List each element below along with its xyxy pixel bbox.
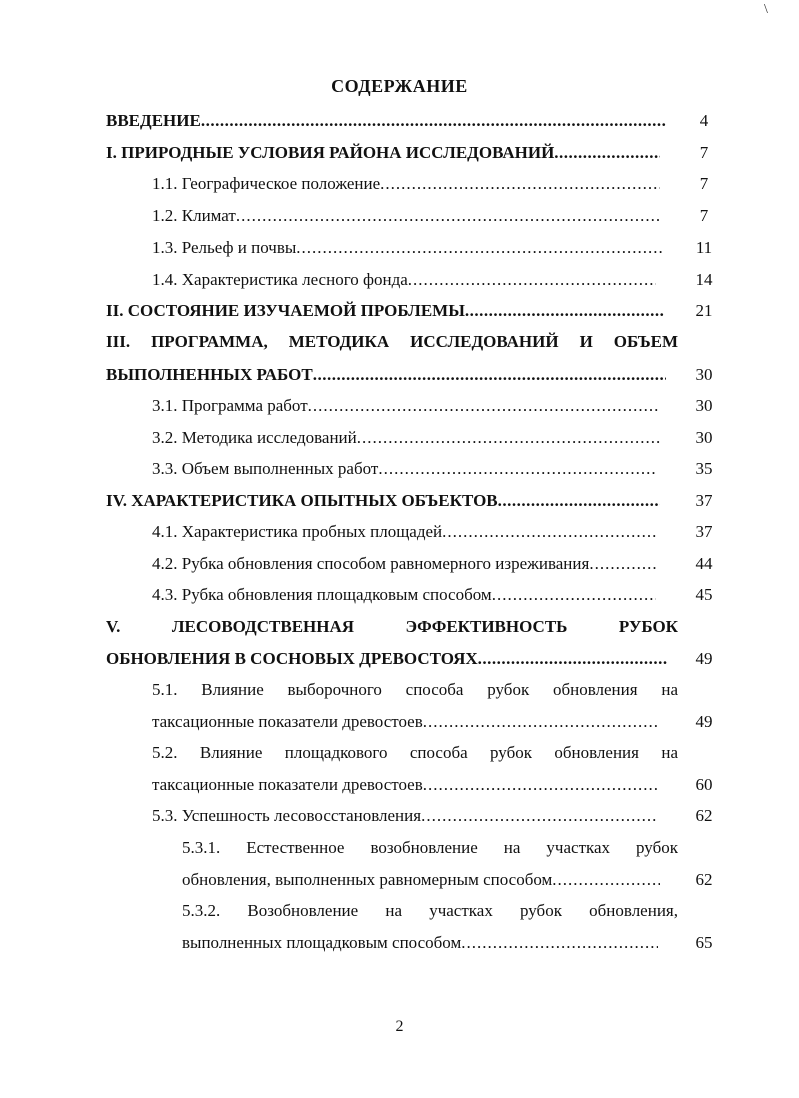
toc-label: ВВЕДЕНИЕ xyxy=(106,111,201,130)
toc-label: IV. ХАРАКТЕРИСТИКА ОПЫТНЫХ ОБЪЕКТОВ xyxy=(106,491,498,510)
toc-label: выполненных площадковым способом xyxy=(182,933,462,952)
leader-dots xyxy=(380,173,660,195)
toc-label: ОБНОВЛЕНИЯ В СОСНОВЫХ ДРЕВОСТОЯХ xyxy=(106,649,478,668)
toc-page-number: 62 xyxy=(695,806,713,825)
toc-label: 1.4. Характеристика лесного фонда xyxy=(152,270,408,289)
toc-entry-5-3-2-line-1: 5.3.2. Возобновление на участках рубок обновления, xyxy=(182,901,678,920)
leader-dots xyxy=(478,648,668,670)
page-title: СОДЕРЖАНИЕ xyxy=(331,76,468,96)
leader-dots xyxy=(554,142,660,164)
toc-page-number: 30 xyxy=(695,365,713,384)
toc-entry-1-2 xyxy=(152,205,660,227)
toc-entry-3-1 xyxy=(152,395,660,417)
toc-label: 1.2. Климат xyxy=(152,206,236,225)
toc-page-number: 11 xyxy=(695,238,713,257)
toc-entry-intro xyxy=(106,110,666,132)
toc-label: таксационные показатели древостоев xyxy=(152,775,423,794)
leader-dots xyxy=(423,774,658,796)
toc-label: таксационные показатели древостоев xyxy=(152,712,423,731)
toc-page-number: 30 xyxy=(695,396,713,415)
toc-label: 4.3. Рубка обновления площадковым способом xyxy=(152,585,492,604)
leader-dots xyxy=(378,458,656,480)
leader-dots xyxy=(313,364,666,386)
toc-entry-5-1-line-1: 5.1. Влияние выборочного способа рубок обновления на xyxy=(152,680,678,699)
toc-page-number: 14 xyxy=(695,270,713,289)
toc-label: I. ПРИРОДНЫЕ УСЛОВИЯ РАЙОНА ИССЛЕДОВАНИЙ xyxy=(106,143,555,162)
toc-entry-3-3 xyxy=(152,458,656,480)
toc-page-number: 49 xyxy=(695,649,713,668)
toc-page-number: 44 xyxy=(695,554,713,573)
toc-label: 5.3. Успешность лесовосстановления xyxy=(152,806,422,825)
toc-page-number: 7 xyxy=(699,174,709,193)
toc-entry-3-2 xyxy=(152,427,660,449)
leader-dots xyxy=(552,869,660,891)
leader-dots xyxy=(461,932,658,954)
toc-entry-1-4 xyxy=(152,269,656,291)
toc-label: 1.1. Географическое положение xyxy=(152,174,381,193)
toc-entry-4-1 xyxy=(152,521,658,543)
toc-entry-5-2 xyxy=(152,774,658,796)
toc-entry-chapter-3-line-1: III. ПРОГРАММА, МЕТОДИКА ИССЛЕДОВАНИЙ И ОБЪЕМ xyxy=(106,332,678,351)
toc-label: 1.3. Рельеф и почвы xyxy=(152,238,297,257)
scan-mark: \ xyxy=(764,2,768,17)
leader-dots xyxy=(423,711,658,733)
toc-page-number: 21 xyxy=(695,301,713,320)
toc-page-number: 60 xyxy=(695,775,713,794)
leader-dots xyxy=(296,237,662,259)
toc-label: ВЫПОЛНЕННЫХ РАБОТ xyxy=(106,365,313,384)
toc-page-number: 49 xyxy=(695,712,713,731)
toc-label: 4.1. Характеристика пробных площадей xyxy=(152,522,443,541)
toc-entry-5-3 xyxy=(152,805,656,827)
toc-page-number: 7 xyxy=(699,143,709,162)
leader-dots xyxy=(236,205,660,227)
toc-label: II. СОСТОЯНИЕ ИЗУЧАЕМОЙ ПРОБЛЕМЫ xyxy=(106,301,465,320)
leader-dots xyxy=(492,584,656,606)
toc-entry-chapter-4 xyxy=(106,490,660,512)
toc-entry-chapter-5-line-1: V. ЛЕСОВОДСТВЕННАЯ ЭФФЕКТИВНОСТЬ РУБОК xyxy=(106,617,678,636)
leader-dots xyxy=(408,269,656,291)
toc-entry-1-3 xyxy=(152,237,662,259)
toc-page-number: 7 xyxy=(699,206,709,225)
toc-entry-chapter-3 xyxy=(106,364,666,386)
toc-entry-5-2-line-1: 5.2. Влияние площадкового способа рубок обновления на xyxy=(152,743,678,762)
leader-dots xyxy=(442,521,658,543)
toc-page-number: 35 xyxy=(695,459,713,478)
toc-entry-5-3-1-line-1: 5.3.1. Естественное возобновление на участках рубок xyxy=(182,838,678,857)
toc-page-number: 37 xyxy=(695,491,713,510)
toc-page-number: 45 xyxy=(695,585,713,604)
toc-entry-5-3-1 xyxy=(182,869,660,891)
leader-dots xyxy=(465,300,664,322)
toc-page-number: 65 xyxy=(695,933,713,952)
leader-dots xyxy=(589,553,658,575)
toc-page-number: 62 xyxy=(695,870,713,889)
toc-label: 3.3. Объем выполненных работ xyxy=(152,459,379,478)
toc-entry-4-2 xyxy=(152,553,658,575)
toc-page-number: 37 xyxy=(695,522,713,541)
toc-page-number: 4 xyxy=(699,111,709,130)
toc-entry-5-3-2 xyxy=(182,932,658,954)
leader-dots xyxy=(357,427,660,449)
toc-entry-5-1 xyxy=(152,711,658,733)
page-number: 2 xyxy=(395,1018,404,1035)
toc-page-number: 30 xyxy=(695,428,713,447)
toc-label: 3.2. Методика исследований xyxy=(152,428,357,447)
toc-entry-chapter-1 xyxy=(106,142,660,164)
toc-entry-4-3 xyxy=(152,584,656,606)
toc-entry-1-1 xyxy=(152,173,660,195)
leader-dots xyxy=(498,490,660,512)
leader-dots xyxy=(421,805,656,827)
toc-label: 3.1. Программа работ xyxy=(152,396,308,415)
leader-dots xyxy=(308,395,660,417)
toc-label: 4.2. Рубка обновления способом равномерного изреживания xyxy=(152,554,590,573)
leader-dots xyxy=(201,110,666,132)
toc-entry-chapter-2 xyxy=(106,300,664,322)
toc-label: обновления, выполненных равномерным способом xyxy=(182,870,553,889)
toc-entry-chapter-5 xyxy=(106,648,668,670)
